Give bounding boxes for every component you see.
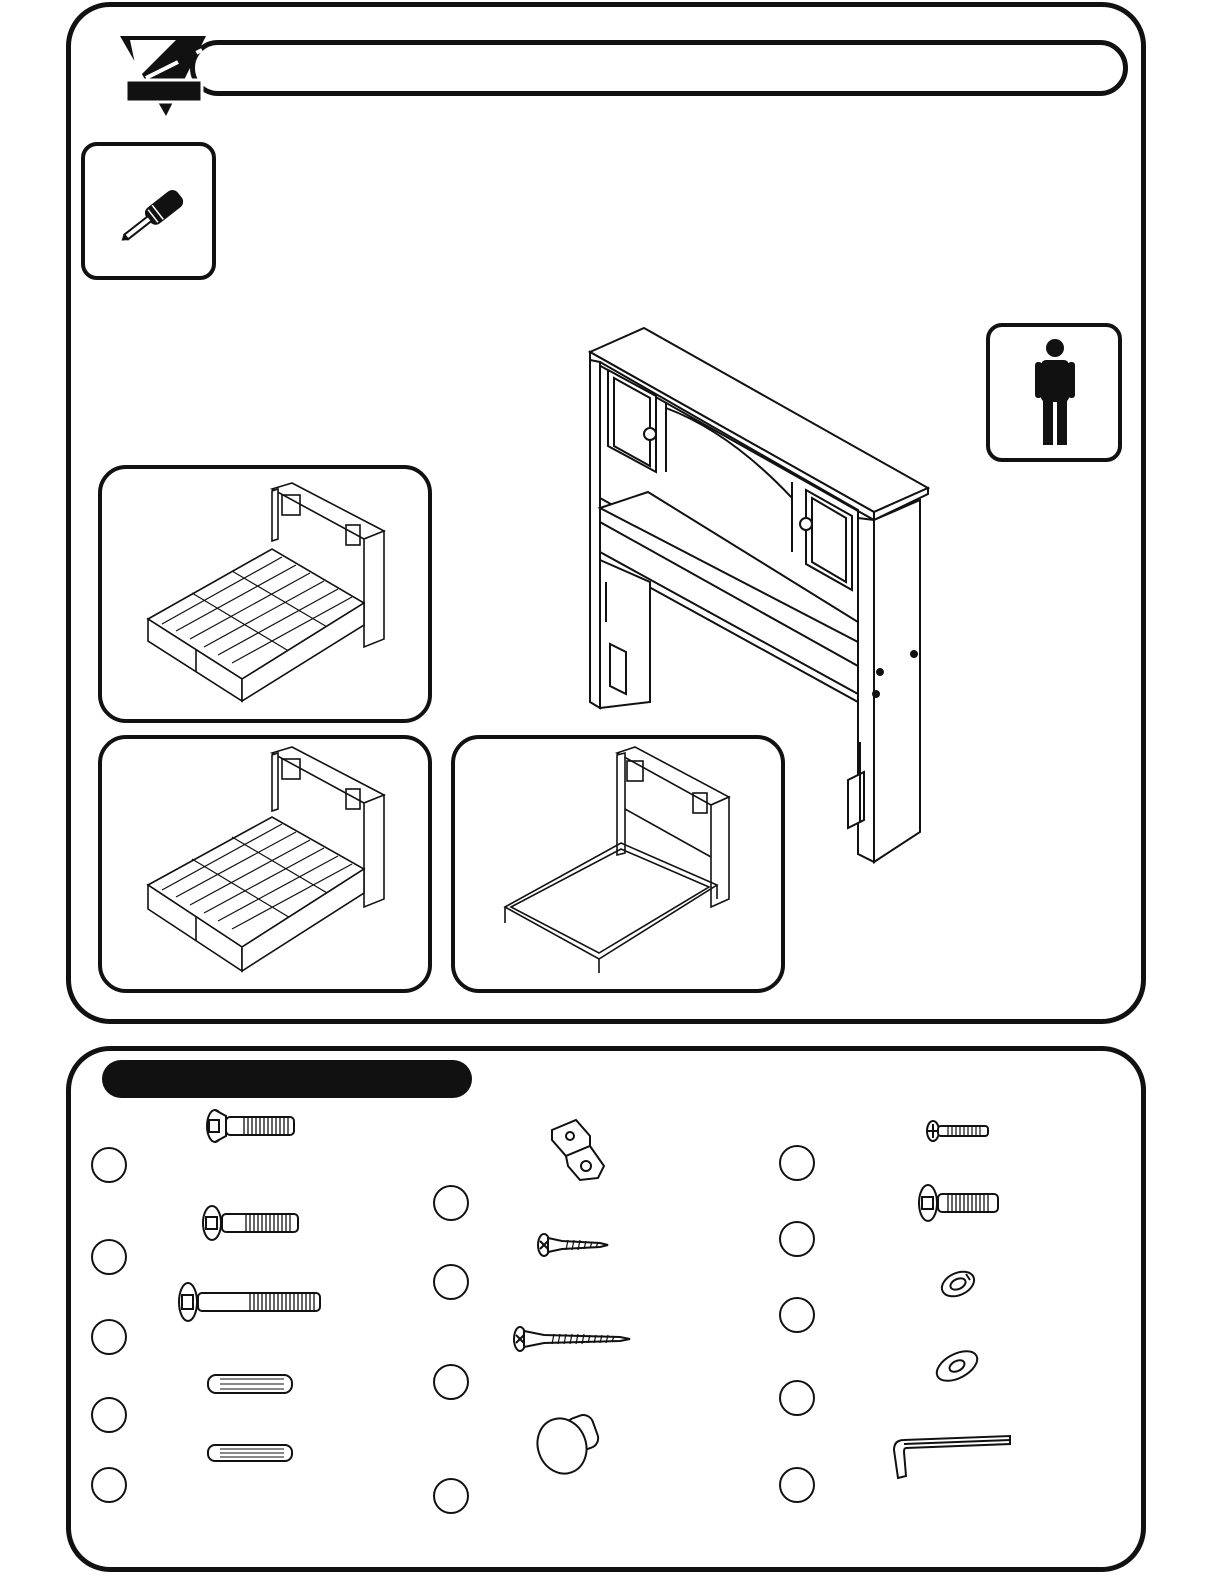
flat-washer-icon: [932, 1344, 982, 1388]
hardware-label-circle: [91, 1319, 127, 1355]
hardware-label-circle: [91, 1467, 127, 1503]
wood-dowel-icon: [204, 1372, 296, 1396]
angle-bracket-icon: [546, 1116, 612, 1184]
hardware-label-circle: [433, 1478, 469, 1514]
wood-dowel-icon: [204, 1442, 296, 1464]
machine-screw-icon: [924, 1118, 992, 1144]
people-required-box: [986, 323, 1122, 462]
hardware-label-circle: [779, 1145, 815, 1181]
person-icon: [1033, 337, 1077, 449]
hardware-label-circle: [779, 1221, 815, 1257]
tool-required-box: [81, 142, 216, 280]
hardware-label-circle: [91, 1147, 127, 1183]
configuration-metal-frame: [451, 735, 785, 993]
hardware-label-circle: [433, 1185, 469, 1221]
bolt-icon: [200, 1202, 300, 1244]
bolt-icon: [916, 1182, 1000, 1224]
configuration-storage-bed-a: [98, 465, 432, 723]
hardware-label-circle: [779, 1467, 815, 1503]
knob-icon: [532, 1408, 606, 1478]
hardware-label-circle: [433, 1364, 469, 1400]
configuration-storage-bed-b: [98, 735, 432, 993]
wood-screw-icon: [534, 1230, 610, 1260]
brand-logo: [116, 34, 210, 118]
allen-key-icon: [886, 1430, 1014, 1482]
long-wood-screw-icon: [510, 1322, 632, 1356]
hardware-label-circle: [779, 1297, 815, 1333]
screwdriver-icon: [113, 184, 193, 248]
hardware-label-circle: [433, 1264, 469, 1300]
long-bolt-icon: [176, 1278, 322, 1326]
hardware-label-circle: [91, 1239, 127, 1275]
bolt-icon: [204, 1106, 296, 1146]
hardware-list-header: [102, 1060, 472, 1098]
lock-washer-icon: [936, 1266, 980, 1302]
hardware-label-circle: [779, 1380, 815, 1416]
title-bar: [190, 40, 1128, 96]
hardware-label-circle: [91, 1397, 127, 1433]
